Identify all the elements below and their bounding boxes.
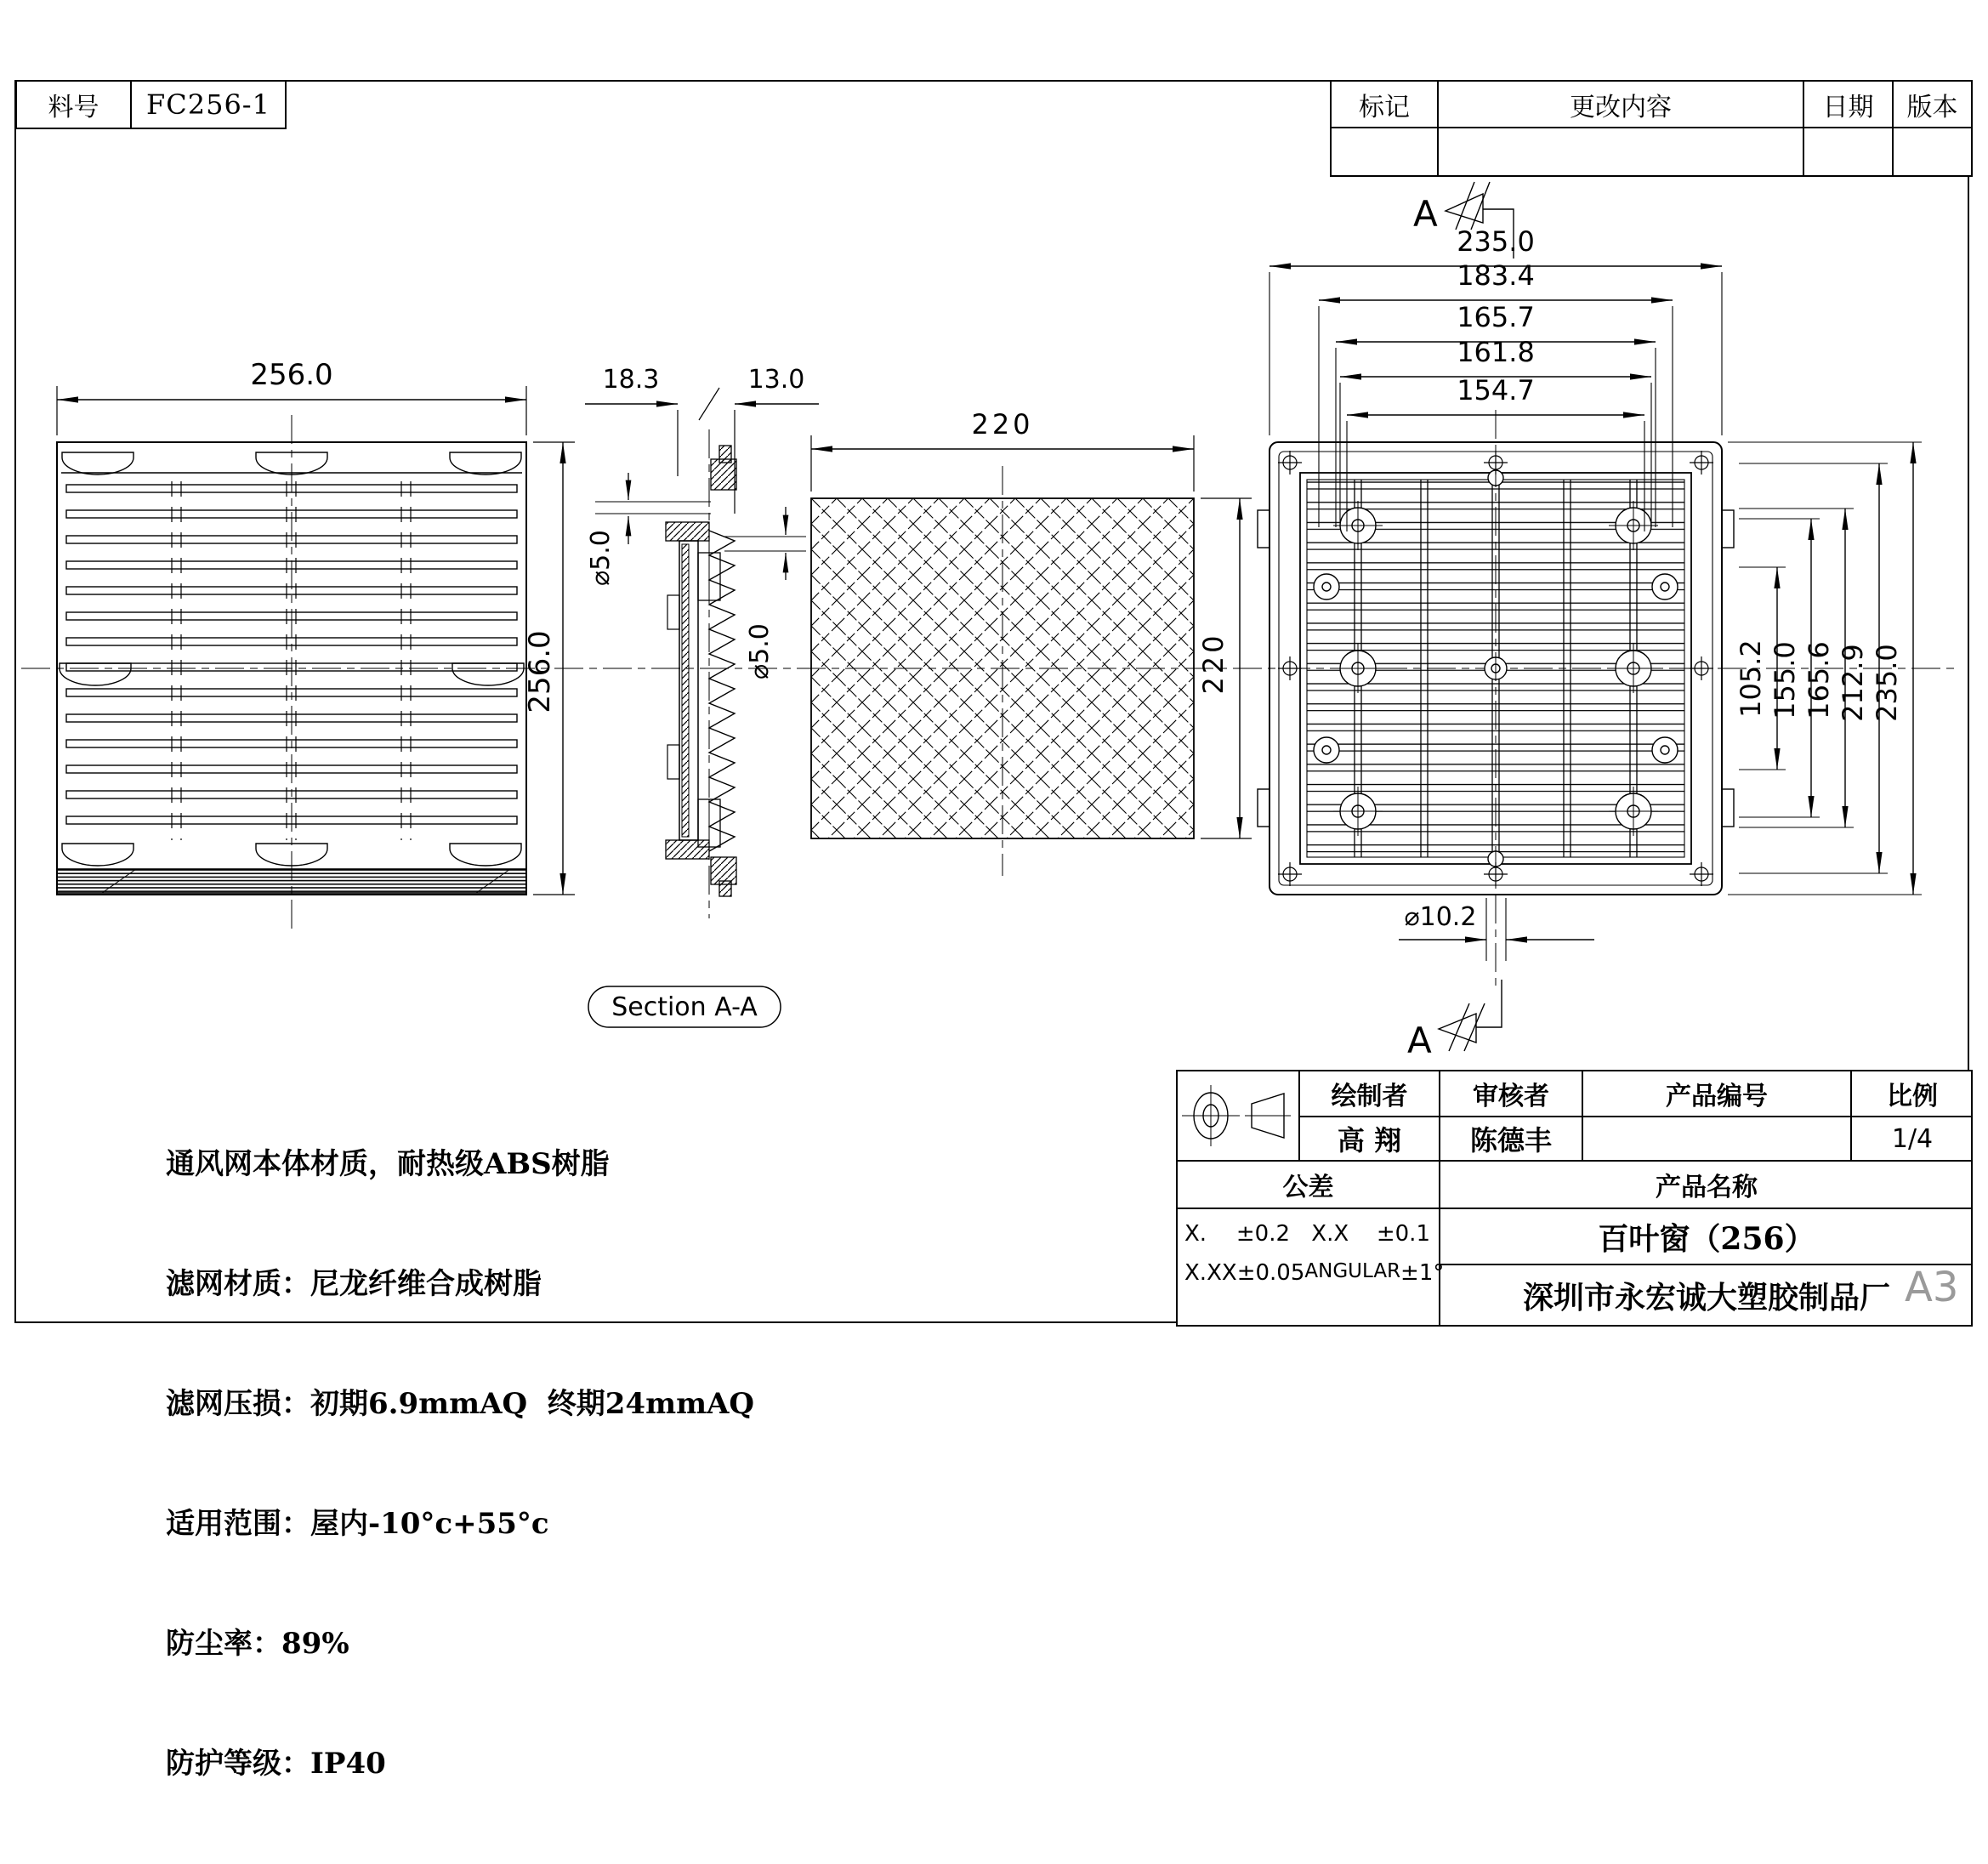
- revision-mark-header: 标记: [1332, 82, 1439, 128]
- auditor-label: 审核者: [1440, 1071, 1583, 1117]
- rear-dim-161: 161.8: [1457, 336, 1535, 368]
- note-line-1: 通风网本体材质，耐热级ABS树脂: [166, 1147, 610, 1181]
- tol-xx-value: ±0.1: [1376, 1221, 1430, 1247]
- product-no-value: [1583, 1117, 1852, 1162]
- part-number-value: FC256-1: [146, 88, 270, 121]
- tolerance-values: [1178, 1209, 1445, 1325]
- note-line-2: 滤网材质：尼龙纤维合成树脂: [166, 1267, 542, 1301]
- front-tab-top-left: [62, 452, 133, 475]
- tol-angular-value: ±1°: [1400, 1260, 1445, 1286]
- paper-size-label: A3: [1905, 1264, 1959, 1311]
- part-number-label: 料号: [48, 93, 99, 122]
- revision-version-header: 版本: [1894, 82, 1971, 128]
- auditor-name: 陈德丰: [1440, 1117, 1583, 1162]
- section-louver-teeth: [709, 531, 735, 851]
- section-label: [588, 986, 781, 1027]
- title-block: [1176, 1070, 1973, 1327]
- scale-label: 比例: [1852, 1071, 1973, 1117]
- tol-xx-label: X.X: [1311, 1221, 1349, 1247]
- note-line-5: 防尘率：89%: [166, 1627, 349, 1661]
- filter-view: [811, 466, 1194, 876]
- projection-symbol-cell: [1178, 1071, 1300, 1162]
- tol-x-value: ±0.2: [1235, 1221, 1291, 1247]
- revision-content-header: 更改内容: [1439, 82, 1804, 128]
- filter-height-dim: 220: [1197, 632, 1230, 695]
- front-height-dim: 256.0: [523, 630, 557, 713]
- rear-view: [1258, 410, 1734, 991]
- section-flange-top: [666, 522, 709, 541]
- tolerance-label: 公差: [1178, 1162, 1440, 1209]
- projection-symbol-icon: [1179, 1071, 1298, 1160]
- section-hole-right-dim: ⌀5.0: [745, 623, 775, 679]
- front-tab-bottom-left: [62, 844, 133, 866]
- material-notes: [166, 1065, 754, 1864]
- tol-xxx-label: X.XX: [1184, 1260, 1237, 1286]
- rear-hole-dim-text: ⌀10.2: [1404, 902, 1477, 932]
- product-no-label: 产品编号: [1583, 1071, 1852, 1117]
- front-width-dim: 256.0: [250, 358, 333, 392]
- rear-dim-154: 154.7: [1457, 374, 1535, 406]
- filter-width-dim: 220: [971, 408, 1034, 440]
- rear-vertical-dimensions: [1728, 442, 1922, 895]
- section-flange-bottom: [666, 840, 709, 859]
- section-label-text: Section A-A: [611, 992, 758, 1022]
- scale-value: 1/4: [1852, 1117, 1973, 1162]
- note-line-4: 适用范围：屋内-10°c+55°c: [166, 1507, 549, 1541]
- front-view: [57, 415, 526, 932]
- rear-dim-212: 212.9: [1837, 644, 1869, 722]
- front-tab-bottom-right: [450, 844, 521, 866]
- rear-dim-235v: 235.0: [1871, 644, 1903, 722]
- rear-dim-165-6: 165.6: [1803, 641, 1835, 719]
- section-depth-front-dim: 18.3: [602, 365, 660, 395]
- cut-letter-top: A: [1413, 193, 1438, 235]
- section-cut-mark-bottom: [1407, 980, 1502, 1061]
- revision-date-header: 日期: [1804, 82, 1894, 128]
- drafter-name: 高 翔: [1300, 1117, 1440, 1162]
- rear-dim-105: 105.2: [1735, 639, 1767, 718]
- note-line-6: 防护等级：IP40: [166, 1747, 386, 1781]
- company-name: 深圳市永宏诚大塑胶制品厂: [1522, 1279, 1890, 1316]
- tol-x-label: X.: [1184, 1221, 1207, 1247]
- rear-hole-dimension: [1399, 898, 1594, 961]
- product-name-value: 百叶窗（256）: [1440, 1209, 1973, 1265]
- rear-dim-165-7: 165.7: [1457, 301, 1535, 333]
- note-line-3: 滤网压损：初期6.9mmAQ 终期24mmAQ: [166, 1387, 755, 1421]
- front-tab-top-right: [450, 452, 521, 475]
- section-hole-left-dim: ⌀5.0: [586, 530, 616, 586]
- section-view: [666, 388, 736, 918]
- rear-dim-155: 155.0: [1769, 641, 1801, 719]
- tol-angular-label: ANGULAR: [1304, 1260, 1401, 1282]
- section-depth-back-dim: 13.0: [747, 365, 805, 395]
- cut-letter-bottom: A: [1407, 1020, 1432, 1061]
- rear-dim-235: 235.0: [1457, 225, 1535, 258]
- drafter-label: 绘制者: [1300, 1071, 1440, 1117]
- tol-xxx-value: ±0.05: [1236, 1260, 1305, 1286]
- product-name-label: 产品名称: [1440, 1162, 1973, 1209]
- rear-dim-183: 183.4: [1457, 259, 1535, 292]
